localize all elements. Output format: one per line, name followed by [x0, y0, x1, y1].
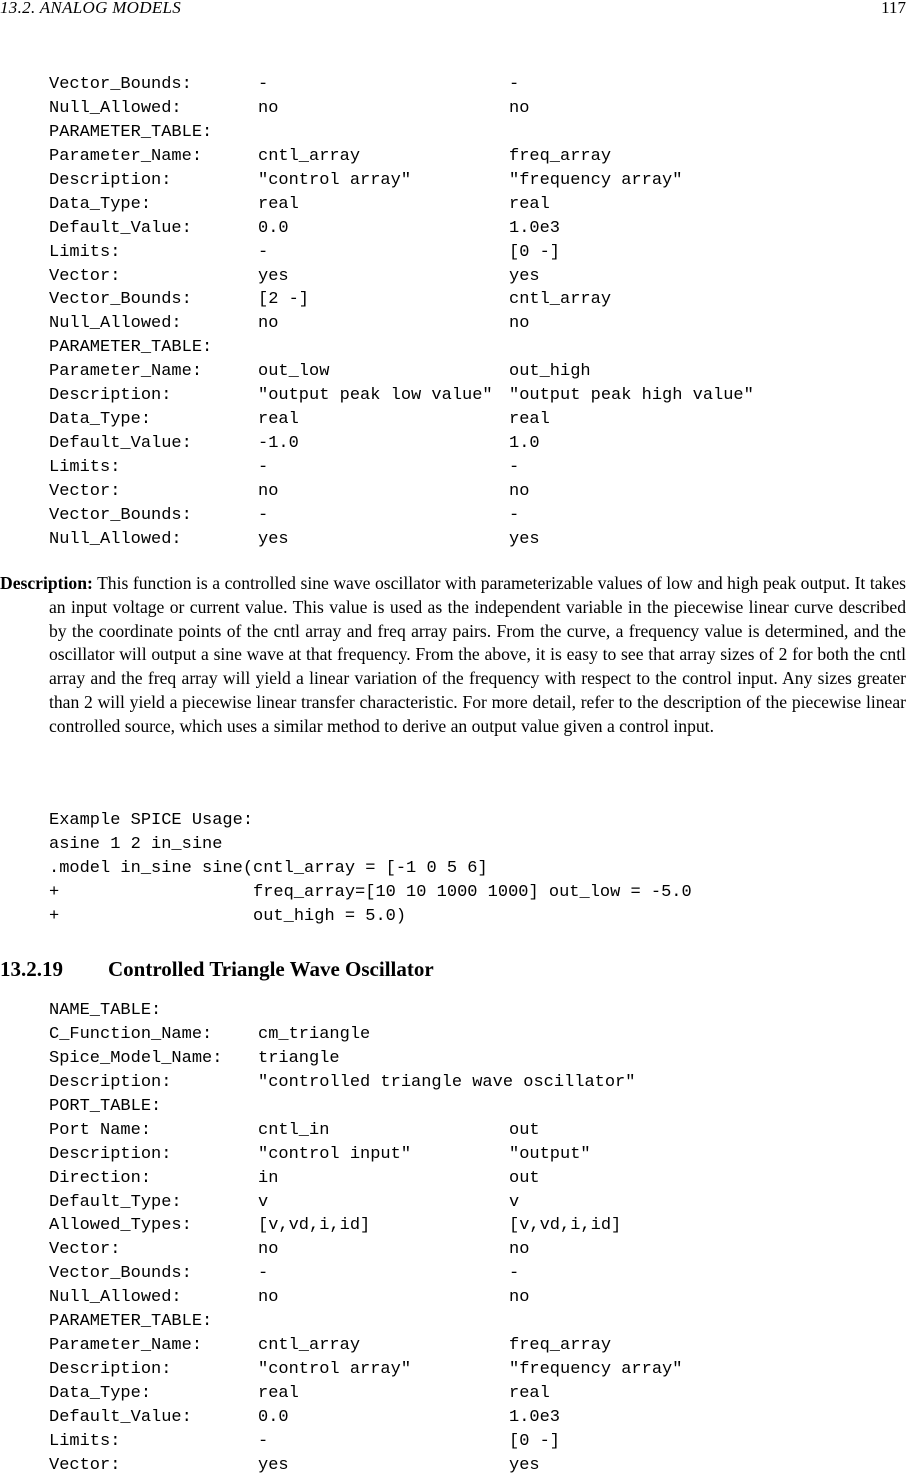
table-row	[49, 97, 906, 121]
table-row	[49, 432, 906, 456]
section-title: Controlled Triangle Wave Oscillator	[108, 957, 434, 981]
table-row	[49, 312, 906, 336]
field-value: -1.0	[258, 434, 299, 454]
field-value: "controlled triangle wave oscillator"	[258, 1072, 636, 1092]
field-value: cntl_in	[258, 1120, 330, 1140]
field-value: real	[258, 1384, 299, 1403]
table-row	[49, 288, 906, 312]
field-value: [v,vd,i,id]	[509, 1216, 622, 1236]
table-row	[49, 1334, 906, 1358]
table-row	[49, 1310, 906, 1334]
field-value: freq_array	[509, 1336, 612, 1356]
field-value: real	[258, 410, 299, 430]
field-label: Data_Type:	[49, 1384, 152, 1403]
field-value: no	[509, 314, 530, 334]
field-value: no	[509, 1288, 530, 1308]
table-row	[49, 1191, 906, 1215]
table-row	[49, 217, 906, 241]
field-value: [0 -]	[509, 1431, 561, 1451]
field-value: -	[258, 1431, 269, 1451]
field-label: Default_Type:	[49, 1192, 182, 1212]
table-row	[49, 1430, 906, 1454]
field-value: [2 -]	[258, 290, 310, 310]
field-label: Null_Allowed:	[49, 529, 182, 549]
field-value: no	[509, 481, 530, 501]
field-value: no	[258, 1288, 279, 1308]
table-row	[49, 1023, 906, 1047]
field-label: Parameter_Name:	[49, 146, 203, 166]
field-label: Null_Allowed:	[49, 1288, 182, 1308]
table-row	[49, 504, 906, 528]
table-row	[49, 1454, 906, 1478]
table-row	[49, 1167, 906, 1191]
field-label: Null_Allowed:	[49, 98, 182, 118]
code-line: asine 1 2 in_sine	[49, 834, 223, 854]
field-value: [0 -]	[509, 242, 561, 262]
field-value: no	[258, 1240, 279, 1260]
table-row	[49, 1047, 906, 1071]
field-value: in	[258, 1168, 279, 1188]
field-label: Allowed_Types:	[49, 1216, 192, 1236]
field-value: yes	[258, 1455, 289, 1475]
field-value: no	[509, 98, 530, 118]
table-row	[49, 1214, 906, 1238]
field-value: 1.0	[509, 434, 540, 454]
field-value: yes	[509, 529, 540, 549]
field-value: out_low	[258, 362, 330, 382]
field-value: cntl_array	[258, 146, 361, 166]
example-code	[49, 809, 906, 929]
field-label: Parameter_Name:	[49, 1336, 203, 1356]
top-spec-table	[49, 73, 906, 552]
table-row	[49, 1358, 906, 1382]
field-value: -	[258, 1264, 269, 1284]
table-row	[49, 1238, 906, 1262]
field-value: yes	[509, 266, 540, 286]
bottom-spec-table	[49, 999, 906, 1478]
field-label: Port Name:	[49, 1120, 152, 1140]
field-value: 1.0e3	[509, 218, 561, 238]
field-value: "control input"	[258, 1144, 412, 1164]
field-value: "frequency array"	[509, 1360, 683, 1380]
field-value: -	[258, 242, 269, 262]
field-label: Vector:	[49, 266, 121, 286]
field-label: C_Function_Name:	[49, 1024, 213, 1044]
field-label: Vector_Bounds:	[49, 505, 192, 525]
field-label: Data_Type:	[49, 410, 152, 430]
field-label: Default_Value:	[49, 218, 192, 238]
table-row	[49, 1119, 906, 1143]
field-value: 0.0	[258, 1407, 289, 1427]
table-row	[49, 456, 906, 480]
field-value: "output peak low value"	[258, 386, 493, 406]
field-value: 1.0e3	[509, 1407, 561, 1427]
field-value: cm_triangle	[258, 1024, 371, 1044]
field-label: Vector:	[49, 481, 121, 501]
field-value: real	[509, 1384, 550, 1403]
description-label: Description:	[0, 573, 93, 593]
field-value: -	[509, 505, 520, 525]
field-label: Limits:	[49, 458, 121, 477]
field-value: out_high	[509, 362, 591, 382]
table-row	[49, 336, 906, 360]
field-label: Description:	[49, 1072, 172, 1092]
field-value: cntl_array	[509, 290, 612, 310]
field-value: "output"	[509, 1144, 591, 1164]
field-label: Description:	[49, 1360, 172, 1380]
field-label: Limits:	[49, 1431, 121, 1451]
field-label: PARAMETER_TABLE:	[49, 338, 213, 358]
code-line: + out_high = 5.0)	[49, 906, 407, 926]
page-number: 117	[881, 0, 906, 17]
field-value: v	[509, 1192, 520, 1212]
code-line: + freq_array=[10 10 1000 1000] out_low = -5.0	[49, 882, 692, 902]
field-value: real	[509, 194, 550, 214]
field-label: Data_Type:	[49, 194, 152, 214]
description-section	[0, 572, 906, 739]
field-label: Parameter_Name:	[49, 362, 203, 382]
field-value: -	[509, 1264, 520, 1284]
table-row	[49, 1262, 906, 1286]
field-label: Description:	[49, 1144, 172, 1164]
field-label: Spice_Model_Name:	[49, 1048, 223, 1068]
field-label: Vector_Bounds:	[49, 1264, 192, 1284]
field-label: Description:	[49, 386, 172, 406]
field-value: "output peak high value"	[509, 386, 754, 406]
table-row	[49, 384, 906, 408]
table-row	[49, 265, 906, 289]
field-label: PARAMETER_TABLE:	[49, 122, 213, 142]
running-section-title: 13.2. ANALOG MODELS	[0, 0, 182, 17]
field-value: "control array"	[258, 170, 412, 190]
field-label: Limits:	[49, 242, 121, 262]
field-value: freq_array	[509, 146, 612, 166]
field-value: out	[509, 1168, 540, 1188]
table-row	[49, 1143, 906, 1167]
field-value: no	[509, 1240, 530, 1260]
table-row	[49, 1382, 906, 1406]
table-row	[49, 408, 906, 432]
field-value: no	[258, 314, 279, 334]
field-value: triangle	[258, 1048, 340, 1068]
field-value: 0.0	[258, 218, 289, 238]
field-label: Direction:	[49, 1168, 152, 1188]
field-label: Vector_Bounds:	[49, 75, 192, 94]
section-number: 13.2.19	[0, 957, 63, 981]
field-value: real	[509, 410, 550, 430]
field-value: no	[258, 98, 279, 118]
code-line: .model in_sine sine(cntl_array = [-1 0 5 6]	[49, 858, 488, 878]
table-row	[49, 121, 906, 145]
field-value: "frequency array"	[509, 170, 683, 190]
description-paragraph	[0, 572, 906, 739]
field-value: yes	[258, 266, 289, 286]
field-label: Default_Value:	[49, 434, 192, 454]
field-label: Vector_Bounds:	[49, 290, 192, 310]
page-header	[0, 0, 906, 20]
table-row	[49, 1095, 906, 1119]
field-label: PORT_TABLE:	[49, 1096, 162, 1116]
field-value: [v,vd,i,id]	[258, 1216, 371, 1236]
table-row	[49, 480, 906, 504]
field-value: no	[258, 481, 279, 501]
field-value: cntl_array	[258, 1336, 361, 1356]
field-label: Vector:	[49, 1240, 121, 1260]
table-row	[49, 1406, 906, 1430]
field-label: Null_Allowed:	[49, 314, 182, 334]
table-row	[49, 145, 906, 169]
field-label: Default_Value:	[49, 1407, 192, 1427]
table-row	[49, 193, 906, 217]
table-row	[49, 528, 906, 552]
field-value: out	[509, 1120, 540, 1140]
table-row	[49, 241, 906, 265]
table-row	[49, 999, 906, 1023]
field-value: v	[258, 1192, 269, 1212]
field-value: -	[258, 458, 269, 477]
field-label: Vector:	[49, 1455, 121, 1475]
field-label: Description:	[49, 170, 172, 190]
field-value: yes	[509, 1455, 540, 1475]
table-row	[49, 169, 906, 193]
field-value: yes	[258, 529, 289, 549]
section-heading	[0, 957, 434, 982]
table-row	[49, 360, 906, 384]
description-text: This function is a controlled sine wave oscillator with parameterizable values of low and high peak output. It takes an input voltage or current value. This value is used as the independent variable in the piecewise linear curve described by the coordinate points of the cntl array and freq array pairs. From the curve, a frequency value is determined, and the oscillator will output a sine wave at that frequency. From the above, it is easy to see that array sizes of 2 for both the cntl array and the freq array will yield a linear variation of the frequency with respect to the control input. Any sizes greater than 2 will yield a piecewise linear transfer characteristic. For more detail, refer to the description of the piecewise linear controlled source, which uses a similar method to derive an output value given a control input.	[49, 573, 906, 736]
code-line: Example SPICE Usage:	[49, 811, 254, 830]
field-value: -	[258, 75, 269, 94]
field-value: -	[509, 458, 520, 477]
field-value: "control array"	[258, 1360, 412, 1380]
field-value: -	[509, 75, 520, 94]
field-value: -	[258, 505, 269, 525]
table-row	[49, 1071, 906, 1095]
table-row	[49, 73, 906, 97]
table-row	[49, 1286, 906, 1310]
field-value: real	[258, 194, 299, 214]
field-label: NAME_TABLE:	[49, 1001, 162, 1020]
field-label: PARAMETER_TABLE:	[49, 1312, 213, 1332]
